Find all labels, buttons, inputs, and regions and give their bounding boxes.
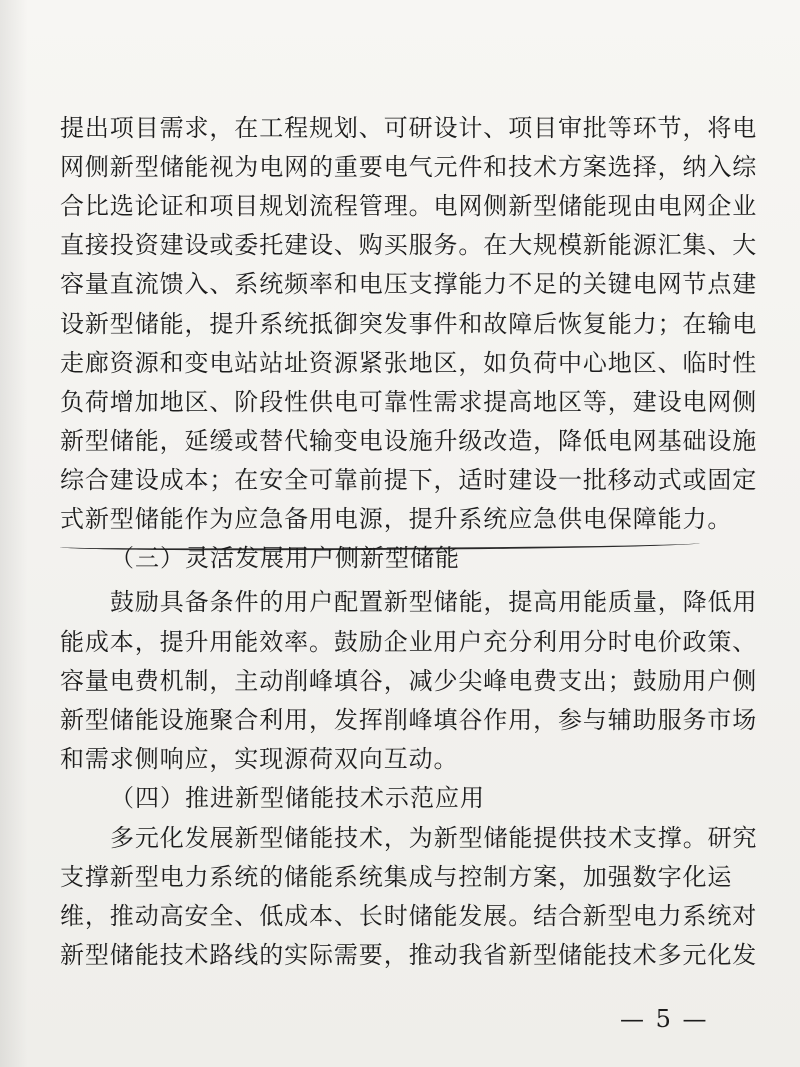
body-line: 容量电费机制，主动削峰填谷，减少尖峰电费支出；鼓励用户侧 (60, 667, 758, 695)
page-number: — 5 — (620, 1005, 709, 1033)
body-line: 能成本，提升用能效率。鼓励企业用户充分利用分时电价政策、 (60, 628, 758, 656)
body-line: 新型储能，延缓或替代输变电设施升级改造，降低电网基础设施 (60, 427, 758, 455)
body-line: 走廊资源和变电站站址资源紧张地区，如负荷中心地区、临时性 (60, 349, 758, 377)
body-line: 容量直流馈入、系统频率和电压支撑能力不足的关键电网节点建 (60, 270, 758, 298)
body-line: 支撑新型电力系统的储能系统集成与控制方案，加强数字化运 (60, 863, 733, 891)
body-line: 网侧新型储能视为电网的重要电气元件和技术方案选择，纳入综 (60, 153, 758, 181)
body-line: 新型储能技术路线的实际需要，推动我省新型储能技术多元化发 (60, 941, 758, 969)
section-heading-3: （三）灵活发展用户侧新型储能 (110, 544, 460, 572)
body-line: 鼓励具备条件的用户配置新型储能，提高用能质量，降低用 (110, 588, 758, 616)
body-line: 直接投资建设或委托建设、购买服务。在大规模新能源汇集、大 (60, 231, 758, 259)
body-line: 综合建设成本；在安全可靠前提下，适时建设一批移动式或固定 (60, 466, 758, 494)
section-heading-4: （四）推进新型储能技术示范应用 (110, 784, 485, 812)
body-line: 提出项目需求，在工程规划、可研设计、项目审批等环节，将电 (60, 114, 758, 142)
body-line: 新型储能设施聚合利用，发挥削峰填谷作用，参与辅助服务市场 (60, 706, 758, 734)
body-line: 负荷增加地区、阶段性供电可靠性需求提高地区等，建设电网侧 (60, 388, 758, 416)
body-line: 多元化发展新型储能技术，为新型储能提供技术支撑。研究 (110, 824, 758, 852)
body-line: 维，推动高安全、低成本、长时储能发展。结合新型电力系统对 (60, 902, 758, 930)
body-line: 设新型储能，提升系统抵御突发事件和故障后恢复能力；在输电 (60, 310, 758, 338)
body-line: 和需求侧响应，实现源荷双向互动。 (60, 745, 459, 773)
body-line-underlined: 式新型储能作为应急备用电源，提升系统应急供电保障能力。 (60, 505, 733, 533)
body-line: 合比选论证和项目规划流程管理。电网侧新型储能现由电网企业 (60, 192, 758, 220)
page-edge-shadow (0, 0, 28, 1067)
